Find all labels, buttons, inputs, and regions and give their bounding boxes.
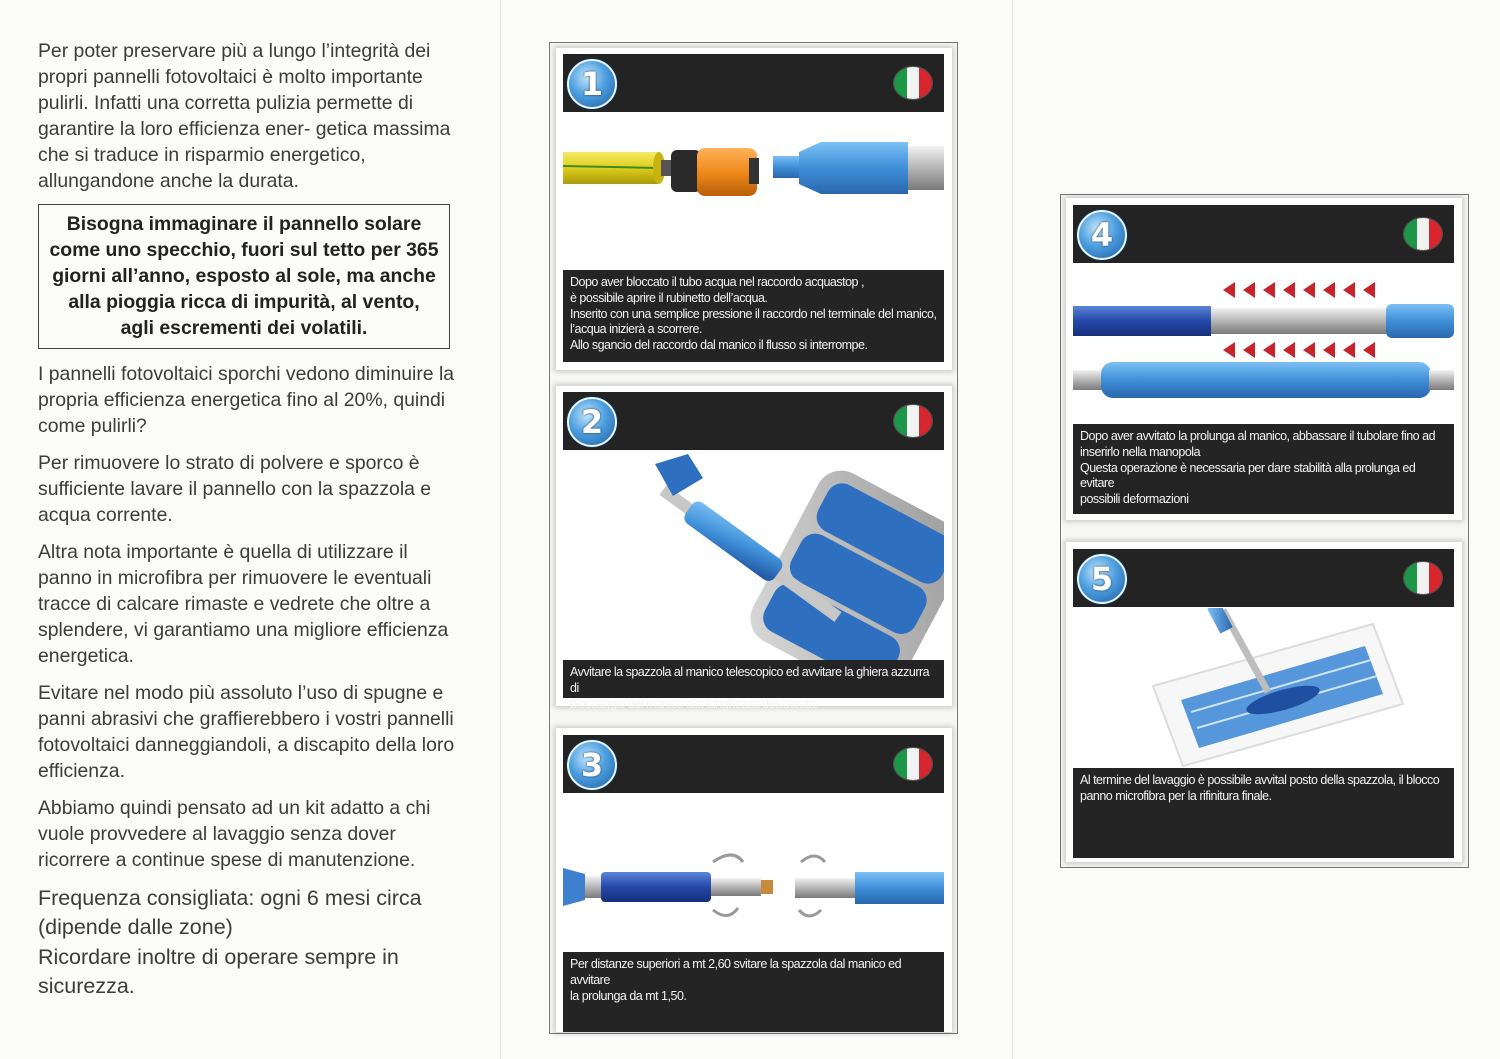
- paragraph-dust: Per rimuovere lo strato di polvere e sporco è sufficiente lavare il pannello con la spazzola e acqua corrente.: [38, 452, 432, 526]
- safety-note: Ricordare inoltre di operare sempre in sicurezza.: [38, 945, 399, 998]
- step-number-badge: 2: [567, 397, 617, 447]
- step-header: [1073, 549, 1454, 607]
- step-number-badge: 1: [567, 59, 617, 109]
- step-card-5: [1066, 542, 1462, 862]
- step-caption: Avvitare la spazzola al manico telescopico ed avvitare la ghiera azzurra di bloccaggio del manico alla lunghezza desiderata.: [563, 660, 944, 698]
- hose-connector-illustration: [563, 138, 944, 248]
- italian-flag-icon: [894, 405, 932, 437]
- step-caption: Per distanze superiori a mt 2,60 svitare la spazzola dal manico ed avvitare la prolunga da mt 1,50.: [563, 952, 944, 1032]
- step-header: [1073, 205, 1454, 263]
- italian-flag-icon: [1404, 562, 1442, 594]
- step-number-badge: 4: [1077, 210, 1127, 260]
- paragraph-warning: Evitare nel modo più assoluto l’uso di spugne e panni abrasivi che graffierebbero i vostri pannelli fotovoltaici danneggiandoli, a discapito della loro efficienza.: [38, 682, 455, 782]
- paragraph-microfiber: Altra nota importante è quella di utilizzare il panno in microfibra per rimuovere le eventuali tracce di calcare rimaste e vedrete che oltre a splendere, vi garantiamo una migliore efficienza energetica.: [38, 541, 449, 667]
- step-header: [563, 392, 944, 450]
- highlight-box: Bisogna immaginare il pannello solare come uno specchio, fuori sul tetto per 365 giorni all’anno, esposto al sole, ma anche alla pioggia ricca di impurità, al vento, agli escrementi dei volatili.: [38, 204, 450, 349]
- intro-paragraph: Per poter preservare più a lungo l’integrità dei propri pannelli fotovoltaici è molto importante pulirli. Infatti una corretta pulizia permette di garantire la loro efficienza ener- getica massima che si traduce in risparmio energetico, allungandone anche la durata.: [38, 40, 451, 192]
- step-number-badge: 5: [1077, 554, 1127, 604]
- fold-line-left: [500, 0, 501, 1059]
- step-header: [563, 54, 944, 112]
- frequency-note: Frequenza consigliata: ogni 6 mesi circa (dipende dalle zone): [38, 886, 422, 939]
- left-text-column: [38, 38, 458, 1000]
- step-card-2: [556, 386, 952, 711]
- brush-handle-illustration: [563, 452, 944, 662]
- extension-illustration: [563, 848, 944, 928]
- step-caption: Dopo aver bloccato il tubo acqua nel raccordo acquastop , è possibile aprire il rubinetto dell’acqua. Inserito con una semplice pressione il raccordo nel terminale del manico, l’acqua inizierà a scorrere. Allo sgancio del raccordo dal manico il flusso si interrompe.: [563, 270, 944, 362]
- step-caption: Dopo aver avvitato la prolunga al manico, abbassare il tubolare fino ad inserirlo nella manopola Questa operazione è necessaria per dare stabilità alla prolunga ed evitare possibili deformazioni: [1073, 424, 1454, 514]
- step-header: [563, 735, 944, 793]
- step-card-3: [556, 728, 952, 1032]
- step-number-badge: 3: [567, 740, 617, 790]
- italian-flag-icon: [894, 67, 932, 99]
- step-caption: Al termine del lavaggio è possibile avvital posto della spazzola, il blocco panno microfibra per la rifinitura finale.: [1073, 768, 1454, 858]
- step-card-4: [1066, 198, 1462, 520]
- paragraph-kit: Abbiamo quindi pensato ad un kit adatto a chi vuole provvedere al lavaggio senza dover ricorrere a continue spese di manutenzione.: [38, 797, 431, 871]
- microfiber-mop-illustration: [1073, 608, 1454, 768]
- italian-flag-icon: [894, 748, 932, 780]
- fold-line-right: [1012, 0, 1013, 1059]
- paragraph-efficiency: I pannelli fotovoltaici sporchi vedono diminuire la propria efficienza energetica fino al 20%, quindi come pulirli?: [38, 363, 455, 437]
- italian-flag-icon: [1404, 218, 1442, 250]
- tube-insertion-illustration: [1073, 278, 1454, 403]
- step-card-1: [556, 48, 952, 370]
